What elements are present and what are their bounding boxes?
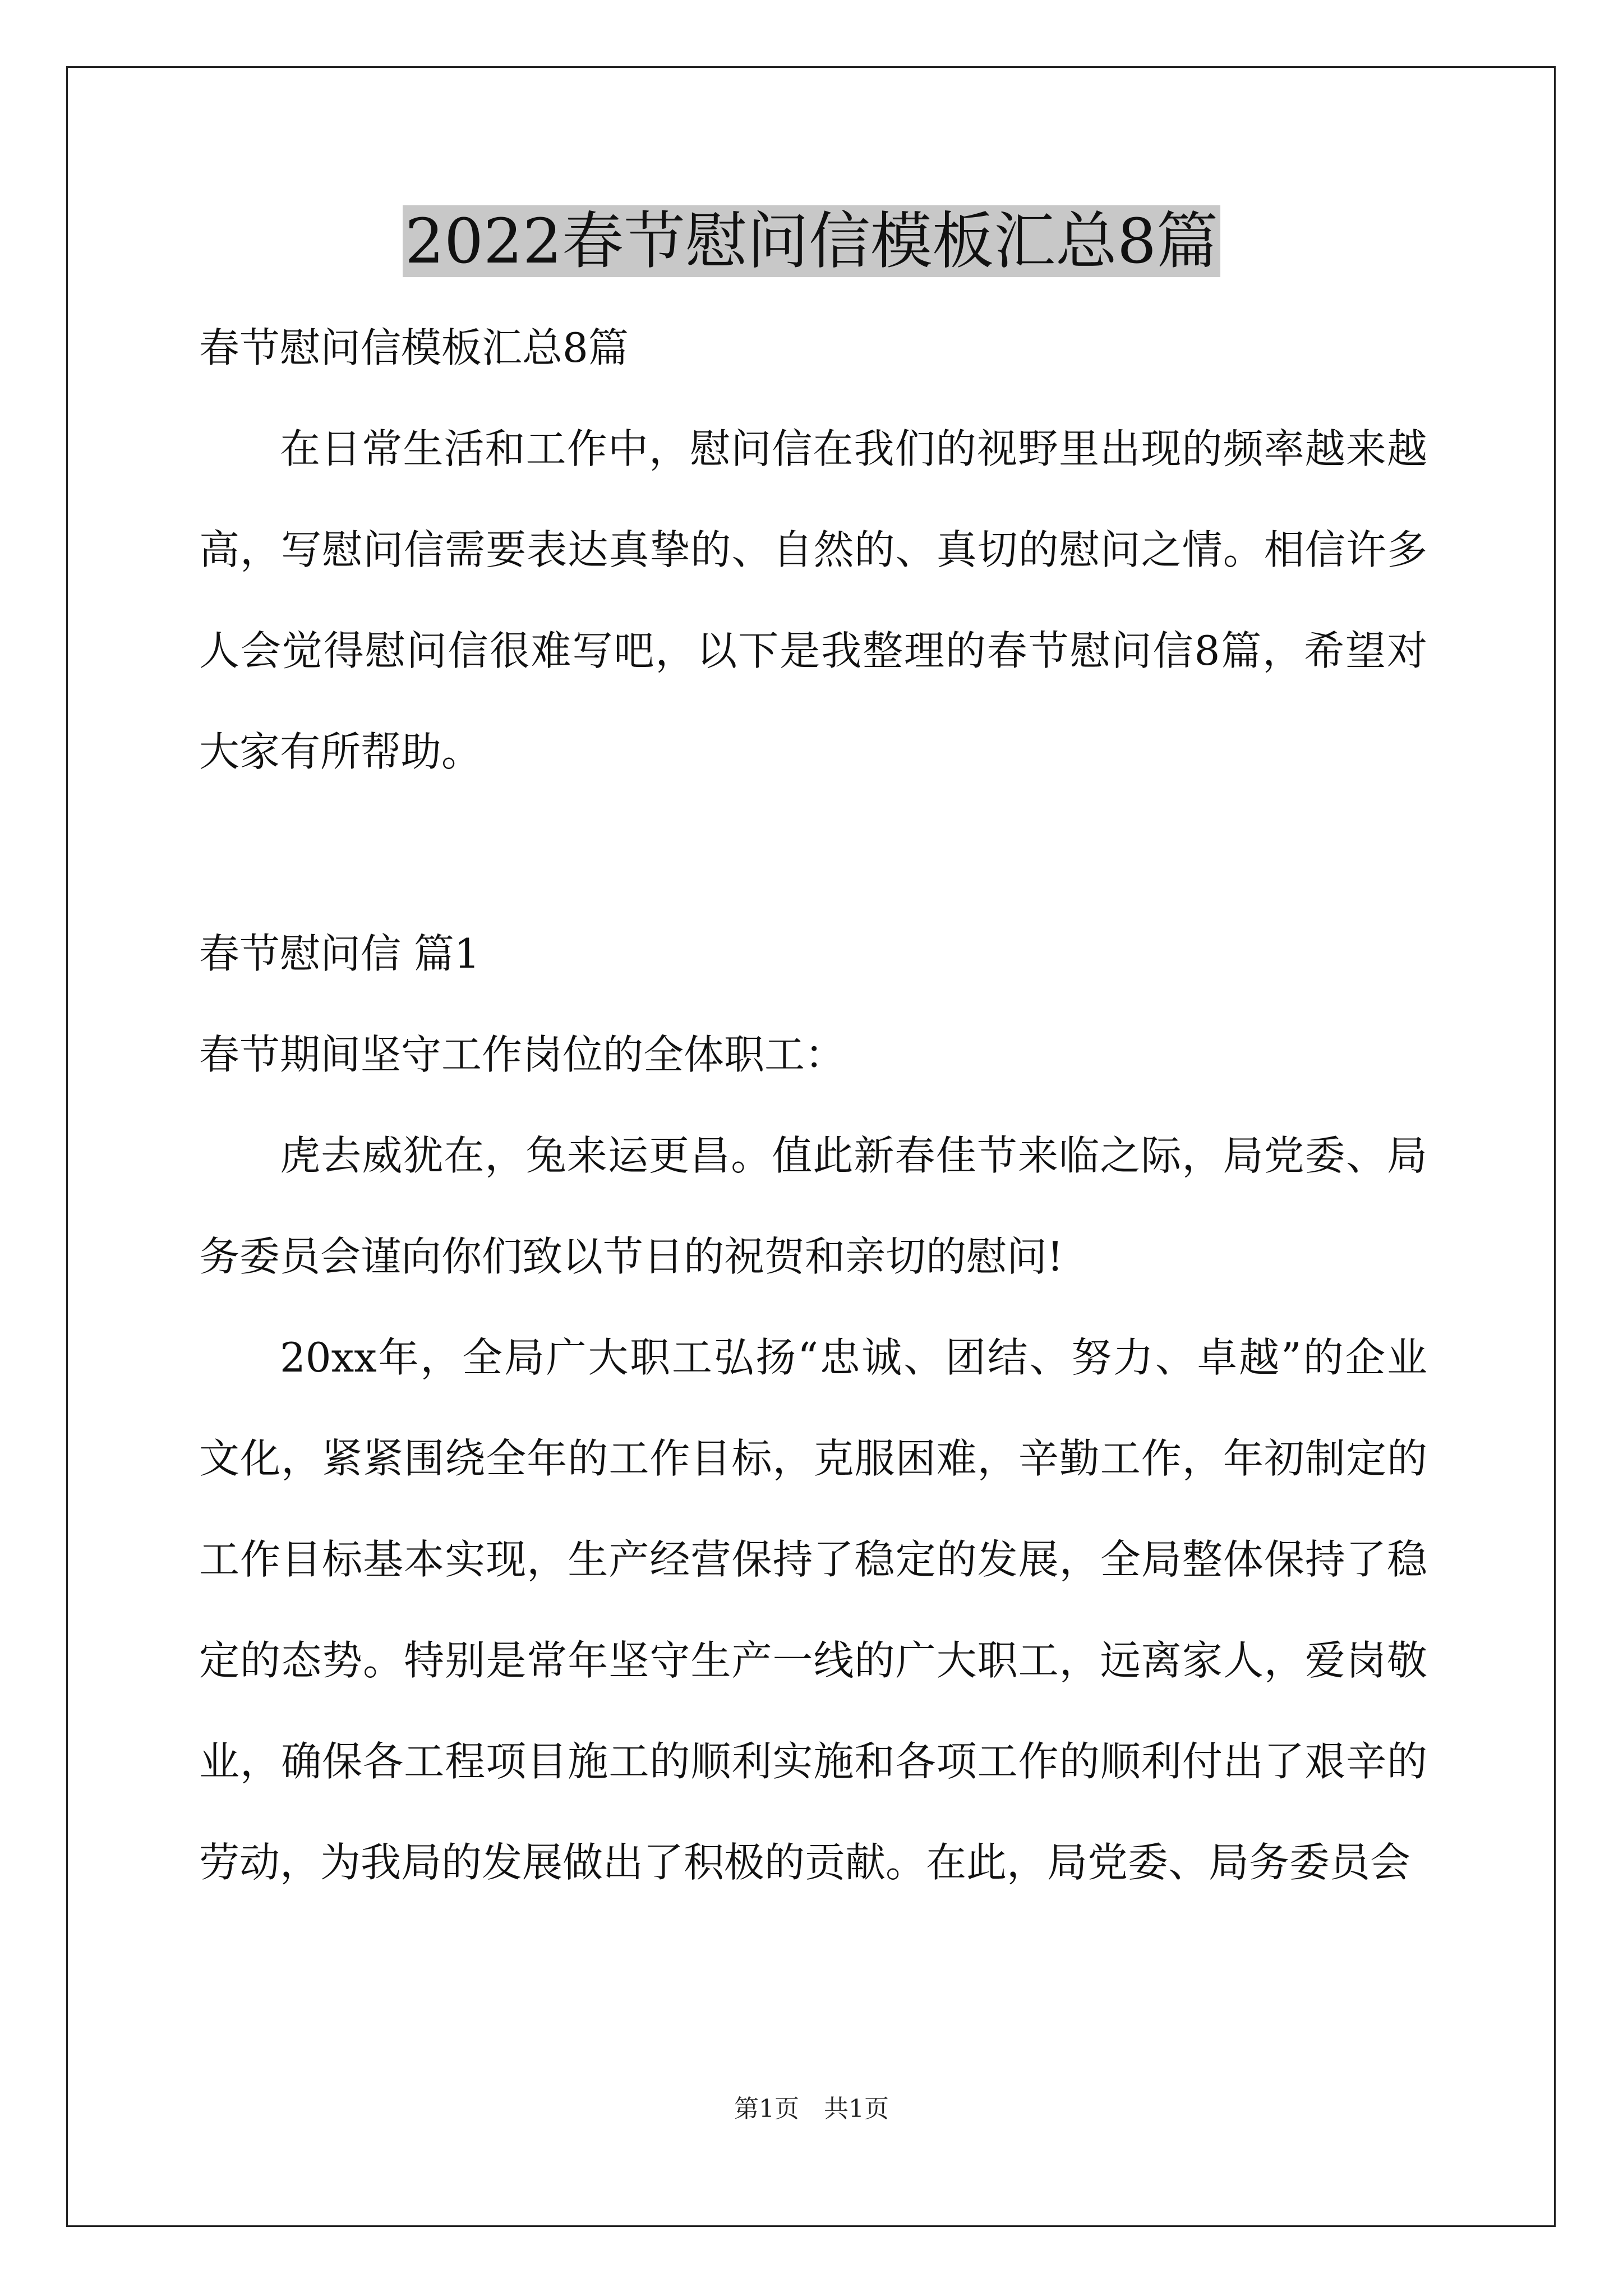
paragraph-spacer (199, 802, 1427, 903)
intro-paragraph: 在日常生活和工作中，慰问信在我们的视野里出现的频率越来越高，写慰问信需要表达真挚的、自然的、真切的慰问之情。相信许多人会觉得慰问信很难写吧，以下是我整理的春节慰问信8篇，希望对大家有所帮助。 (199, 425, 1427, 775)
salutation-paragraph: 春节期间坚守工作岗位的全体职工： (199, 1031, 846, 1078)
section-heading: 春节慰问信 篇1 (199, 930, 480, 977)
document-body (199, 297, 1427, 1913)
page-number-footer: 第1页 共1页 (734, 2095, 889, 2123)
subtitle-paragraph: 春节慰问信模板汇总8篇 (199, 324, 629, 371)
document-title (0, 199, 1623, 283)
body-paragraph: 20xx年，全局广大职工弘扬“忠诚、团结、努力、卓越”的企业文化，紧紧围绕全年的工作目标，克服困难，辛勤工作，年初制定的工作目标基本实现，生产经营保持了稳定的发展，全局整体保持了稳定的态势。特别是常年坚守生产一线的广大职工，远离家人，爱岗敬业，确保各工程项目施工的顺利实施和各项工作的顺利付出了艰辛的劳动，为我局的发展做出了积极的贡献。在此，局党委、局务委员会 (199, 1334, 1427, 1886)
document-title-text: 2022春节慰问信模板汇总8篇 (403, 205, 1220, 277)
greeting-paragraph: 虎去威犹在，兔来运更昌。值此新春佳节来临之际，局党委、局务委员会谨向你们致以节日的祝贺和亲切的慰问! (199, 1132, 1427, 1280)
